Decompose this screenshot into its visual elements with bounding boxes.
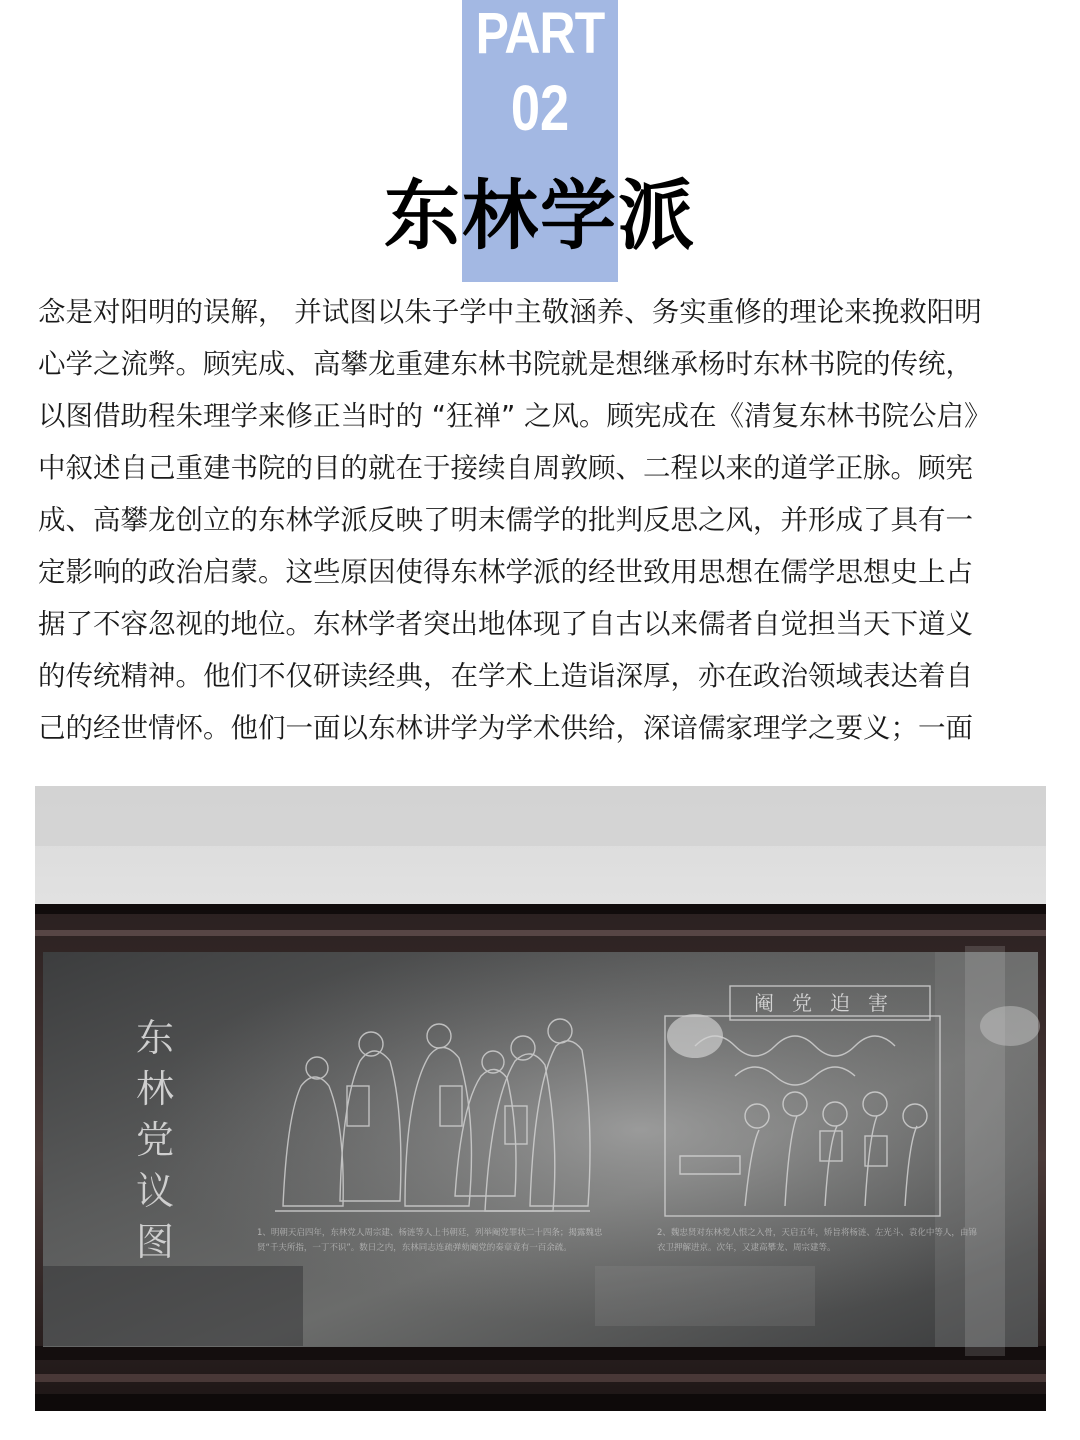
part-label: PART [475,1,605,66]
article-line: 据了不容忽视的地位。东林学者突出地体现了自古以来儒者自觉担当天下道义 [38,608,973,640]
section-title: 东林学派 [384,171,696,260]
tablet-title-char: 图 [135,1220,175,1264]
article-line: 的传统精神。他们不仅研读经典，在学术上造诣深厚，亦在政治领域表达着自 [38,660,973,692]
article-line: 心学之流弊。顾宪成、高攀龙重建东林书院就是想继承杨时东林书院的传统， [38,348,973,380]
stone-tablet-photo [35,786,1046,1411]
tablet-title-char: 党 [135,1118,175,1162]
article-body [38,286,1048,754]
article-line: 成、高攀龙创立的东林学派反映了明末儒学的批判反思之风，并形成了具有一 [38,504,973,536]
caption-left-box [257,1226,612,1298]
article-line: 定影响的政治启蒙。这些原因使得东林学派的经世致用思想在儒学思想史上占 [38,556,973,588]
article-line: 以图借助程朱理学来修正当时的 “狂禅” 之风。顾宪成在《清复东林书院公启》 [38,400,992,432]
article-line: 己的经世情怀。他们一面以东林讲学为学术供给，深谙儒家理学之要义；一面 [38,712,973,744]
caption-left: 1、明朝天启四年，东林党人周宗建、杨涟等人上书朝廷，列举阉党罪状二十四条；揭露魏忠贤“千夫所指，一丁不识”。数日之内，东林同志连疏弹劾阉党的奏章竟有一百余疏。 [257,1228,603,1253]
panel-heading: 阉党迫害 [754,991,906,1015]
article-line: 念是对阳明的误解， 并试图以朱子学中主敬涵养、务实重修的理论来挽救阳明 [38,296,982,328]
part-number: 02 [510,72,570,144]
tablet-title-char: 东 [135,1016,175,1060]
article-line: 中叙述自己重建书院的目的就在于接续自周敦顾、二程以来的道学正脉。顾宪 [38,452,973,484]
tablet-title-char: 林 [135,1067,175,1111]
tablet-illustration [35,786,1046,1411]
caption-right: 2、魏忠贤对东林党人恨之入骨，天启五年，矫旨将杨涟、左光斗、袁化中等人，由锦衣卫押解进京。次年，又逮高攀龙、周宗建等。 [657,1228,977,1253]
tablet-title-char: 议 [135,1169,175,1213]
